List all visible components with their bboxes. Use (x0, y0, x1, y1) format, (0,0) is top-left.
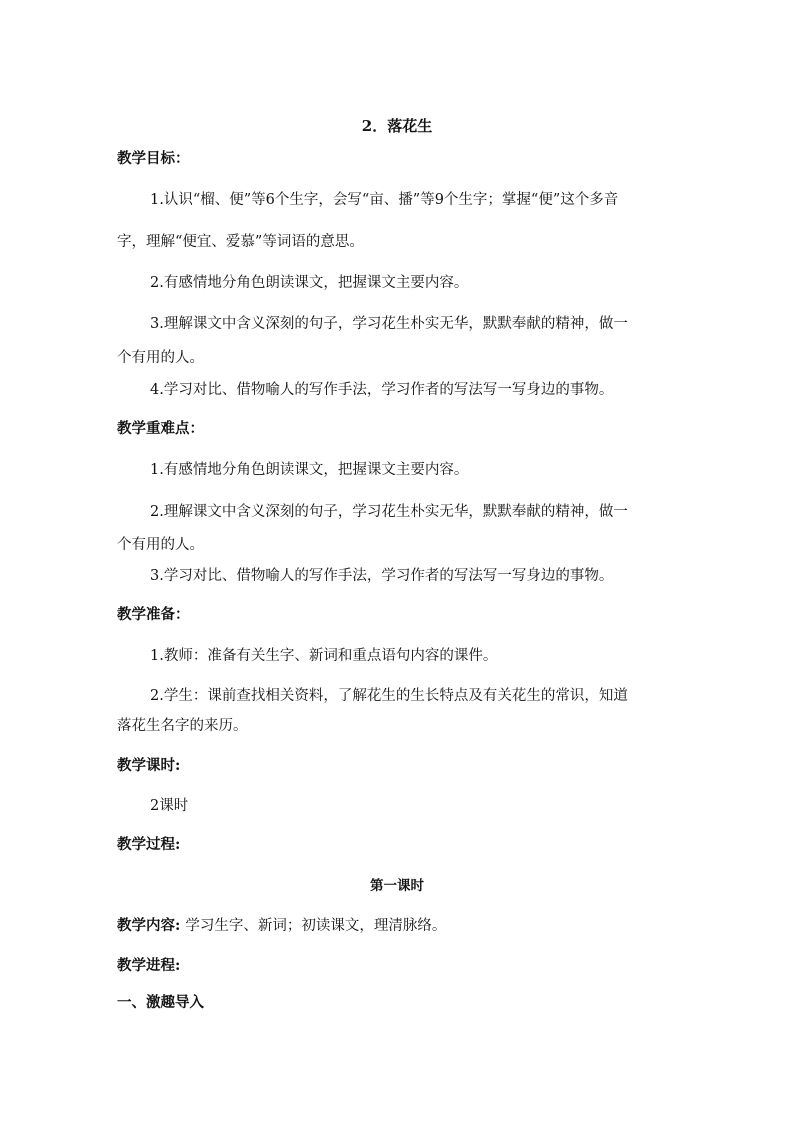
section-heading-goals: 教学目标： (117, 150, 190, 167)
lesson1-section-intro: 一、激趣导入 (117, 994, 204, 1011)
keypoint-item-continuation: 个有用的人。 (117, 537, 204, 553)
goal-item: 1.认识“榴、便”等6个生字，会写“亩、播”等9个生字；掌握“便”这个多音 (150, 192, 619, 208)
goal-item-continuation: 个有用的人。 (117, 350, 204, 366)
lesson1-content-text: 学习生字、新词；初读课文，理清脉络。 (185, 918, 447, 934)
prep-item: 2.学生：课前查找相关资料，了解花生的生长特点及有关花生的常识，知道 (150, 688, 628, 704)
lesson1-content-label: 教学内容: (117, 917, 181, 934)
goal-item: 3.理解课文中含义深刻的句子，学习花生朴实无华，默默奉献的精神，做一 (150, 316, 628, 332)
lesson1-progress-heading: 教学进程: (117, 957, 181, 974)
prep-item-continuation: 落花生名字的来历。 (117, 718, 248, 734)
keypoint-item: 1.有感情地分角色朗读课文，把握课文主要内容。 (150, 462, 469, 478)
goal-item: 4.学习对比、借物喻人的写作手法，学习作者的写法写一写身边的事物。 (150, 382, 614, 398)
section-heading-prep: 教学准备： (117, 606, 190, 623)
section-heading-hours: 教学课时: (117, 757, 181, 774)
goal-item-continuation: 字，理解“便宜、爱慕”等词语的意思。 (117, 234, 364, 250)
section-heading-keypoints: 教学重难点： (117, 420, 204, 437)
lesson1-content-line (117, 916, 446, 936)
prep-item: 1.教师：准备有关生字、新词和重点语句内容的课件。 (150, 648, 498, 664)
hours-value: 2课时 (150, 798, 189, 814)
section-heading-process: 教学过程: (117, 836, 181, 853)
lesson1-title: 第一课时 (370, 878, 424, 894)
goal-item: 2.有感情地分角色朗读课文，把握课文主要内容。 (150, 275, 469, 291)
keypoint-item: 3.学习对比、借物喻人的写作手法，学习作者的写法写一写身边的事物。 (150, 568, 614, 584)
document-title: 2．落花生 (361, 117, 433, 135)
keypoint-item: 2.理解课文中含义深刻的句子，学习花生朴实无华，默默奉献的精神，做一 (150, 504, 628, 520)
